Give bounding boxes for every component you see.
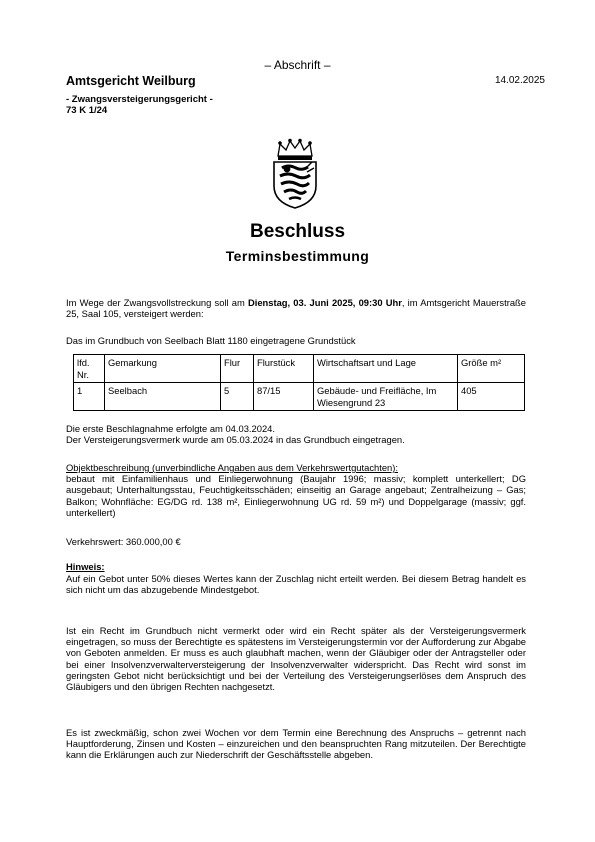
market-value: Verkehrswert: 360.000,00 €: [66, 536, 181, 547]
header-cell: Flur: [221, 355, 254, 383]
case-number: 73 K 1/24: [66, 105, 108, 116]
intro-paragraph: [66, 297, 526, 319]
court-name: Amtsgericht Weilburg: [66, 74, 196, 88]
parcel-table: [73, 354, 525, 411]
intro-text-post: , im Amtsgericht Mauerstraße 25, Saal 105, versteigert werden:: [66, 297, 526, 320]
header-cell: Wirtschaftsart und Lage: [314, 355, 458, 383]
intro-text-pre: Im Wege der Zwangsvollstreckung soll am: [66, 297, 248, 308]
table-row: [74, 383, 525, 411]
auction-date: Dienstag, 03. Juni 2025, 09:30 Uhr: [247, 297, 402, 308]
seizure-info: [66, 423, 526, 445]
notice-text: Auf ein Gebot unter 50% dieses Wertes kann der Zuschlag nicht erteilt werden. Bei diesem Betrag handelt es sich nicht um das abzugebende Mindestgebot.: [66, 573, 526, 596]
header-cell: Größe m²: [458, 355, 525, 383]
header-cell: Flurstück: [254, 355, 314, 383]
table-cell: 1: [74, 383, 105, 411]
table-header-row: [74, 355, 525, 383]
document-subtitle: Terminsbestimmung: [225, 248, 370, 264]
court-department: - Zwangsversteigerungsgericht -: [66, 94, 213, 105]
property-description-heading: Objektbeschreibung (unverbindliche Angaben aus dem Verkehrswertgutachten):: [66, 462, 398, 473]
document-title: Beschluss: [249, 221, 346, 242]
land-register-text: Das im Grundbuch von Seelbach Blatt 1180 eingetragene Grundstück: [66, 335, 356, 346]
table-cell: 405: [458, 383, 525, 411]
auction-note-line: Der Versteigerungsvermerk wurde am 05.03.2024 in das Grundbuch eingetragen.: [66, 434, 405, 446]
header-cell: lfd. Nr.: [74, 355, 105, 383]
document-date: 14.02.2025: [494, 75, 545, 86]
table-cell: 5: [221, 383, 254, 411]
table-cell: Seelbach: [105, 383, 221, 411]
property-description-text: bebaut mit Einfamilienhaus und Einliegerwohnung (Baujahr 1996; massiv; komplett unterkellert; DG ausgebaut; Unterhaltungsstau, Feuchtigkeitsschäden; einseitig an Garage angebaut; Zentralheizung – Gas; Balkon; Wohnfläche: EG/DG rd. 138 m², Einliegerwohnung UG rd. 59 m²) und Doppelgarage (massiv; ggf. unterkellert): [66, 473, 526, 518]
hesse-coat-of-arms-icon: [266, 138, 324, 210]
rights-paragraph: Ist ein Recht im Grundbuch nicht vermerkt oder wird ein Recht später als der Versteigerungsvermerk eingetragen, so muss der Berechtigte es spätestens im Versteigerungstermin vor der Aufforderung zur Abgabe von Geboten anmelden. Er muss es auch glaubhaft machen, wenn der Gläubiger oder der Antragsteller oder bei einer Insolvenzverwalterversteigerung der Insolvenzverwalter widerspricht. Das Recht wird sonst im geringsten Gebot nicht berücksichtigt und bei der Verteilung des Versteigerungserlöses dem Anspruch des Gläubigers und den übrigen Rechten nachgesetzt.: [66, 625, 526, 693]
header-cell: Gemarkung: [105, 355, 221, 383]
table-cell: Gebäude- und Freifläche, Im Wiesengrund 23: [314, 383, 458, 411]
claim-paragraph: Es ist zweckmäßig, schon zwei Wochen vor dem Termin eine Berechnung des Anspruchs – getrennt nach Hauptforderung, Zinsen und Kosten – einzureichen und den beanspruchten Rang mitzuteilen. Der Berechtigte kann die Erklärungen auch zur Niederschrift der Geschäftsstelle abgeben.: [66, 727, 526, 761]
notice-heading: Hinweis:: [66, 561, 105, 572]
property-description: [66, 462, 526, 518]
first-seizure-line: Die erste Beschlagnahme erfolgte am 04.03.2024.: [66, 423, 275, 434]
copy-marker: – Abschrift –: [264, 58, 331, 72]
table-cell: 87/15: [254, 383, 314, 411]
